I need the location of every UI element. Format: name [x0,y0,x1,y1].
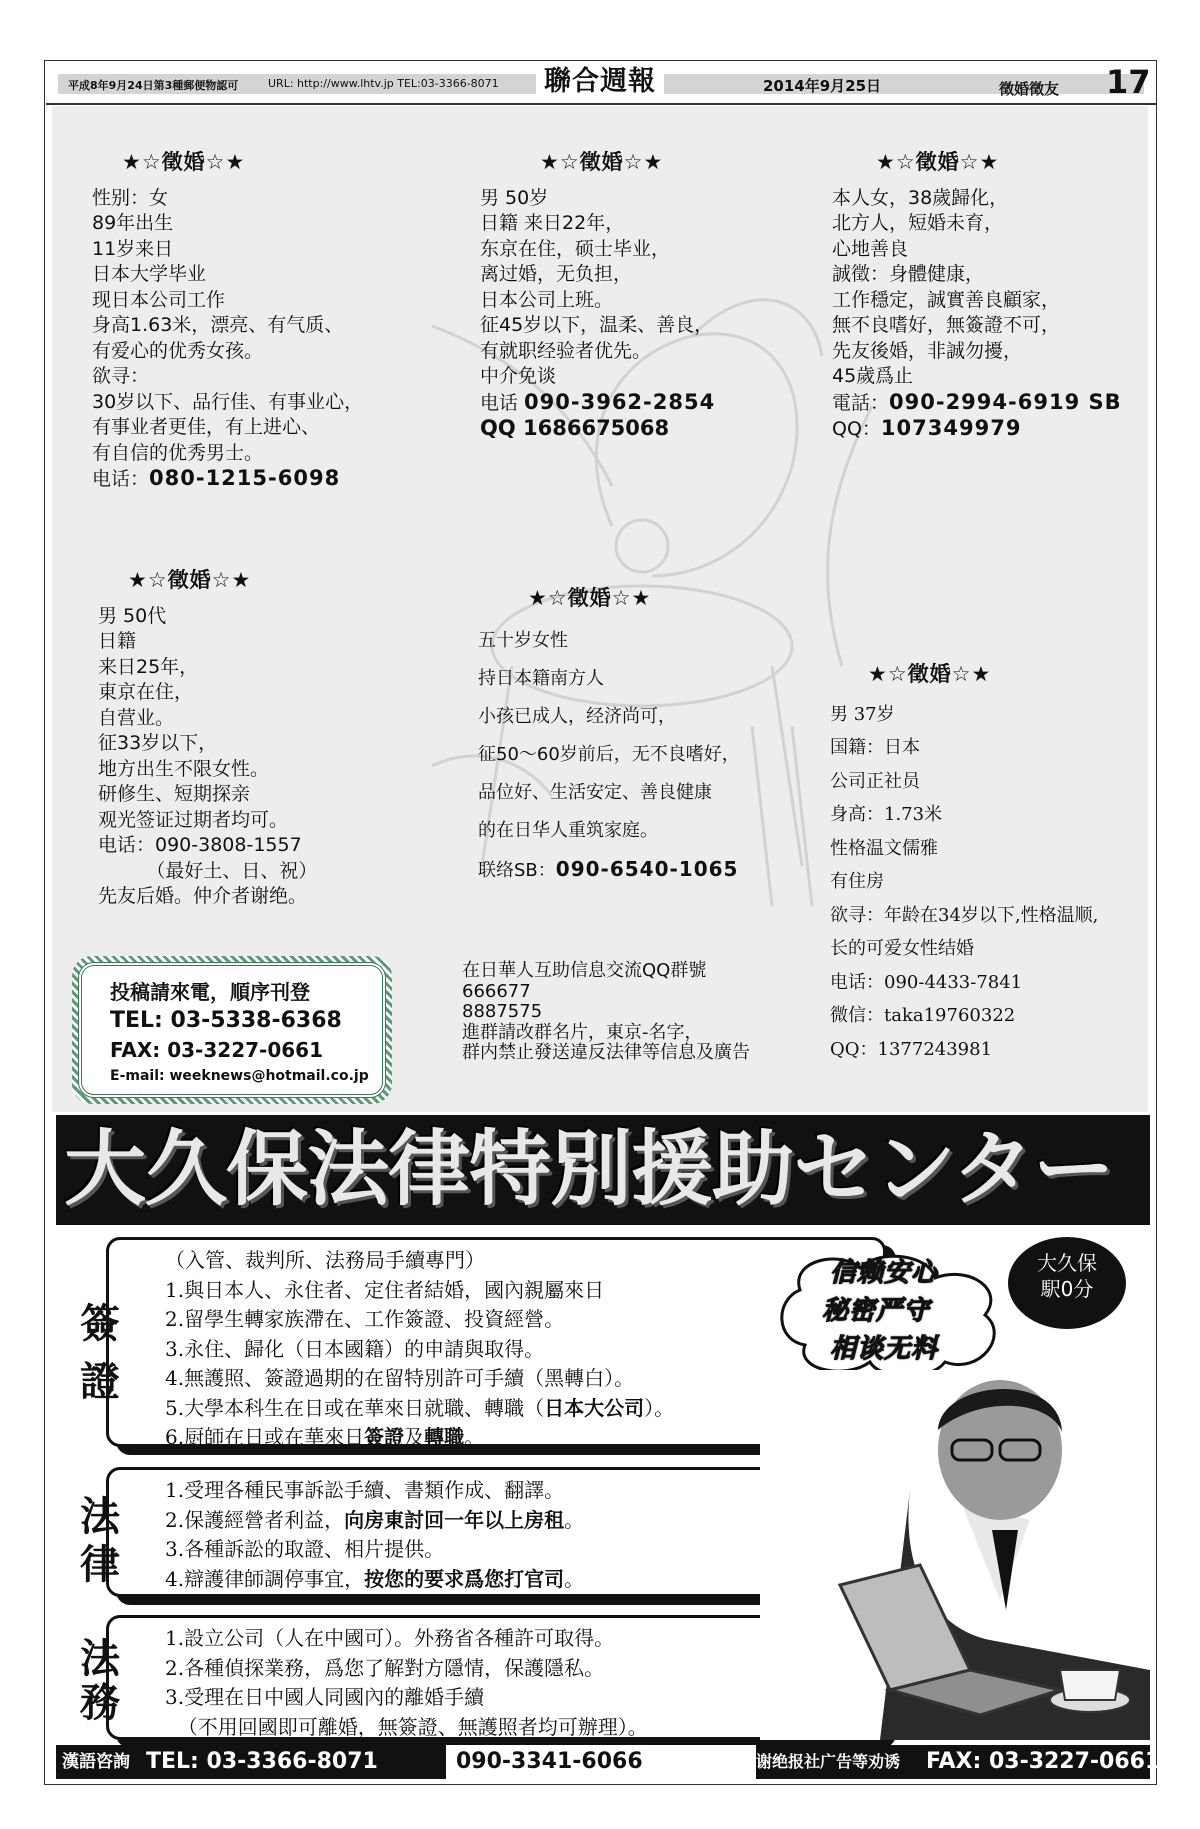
contribute-fax: FAX: 03-3227-0661 [110,1038,323,1062]
ad-line: 国籍：日本 [830,737,920,758]
ad-line: 欲寻：年龄在34岁以下,性格温顺, [830,904,1099,926]
newspaper-title: 聯合週報 [536,66,664,98]
ad-line: 本人女，38歲歸化， [832,186,1009,209]
ad-line: 地方出生不限女性。 [98,757,270,780]
visa-list [165,1246,674,1453]
ad-line: 征50～60岁前后，无不良嗜好， [478,743,740,765]
affairs-list [165,1624,648,1742]
ad-line: 心地善良 [832,237,909,260]
ad-phone: 电话 090-3962-2854 [480,389,716,414]
footer-tel[interactable]: TEL: 03-3366-8071 [146,1749,378,1774]
businessman-laptop-photo [760,1370,1150,1740]
law-item: 4.辯護律師調停事宜，按您的要求爲您打官司。 [165,1566,585,1591]
affairs-label: 法務 [80,1635,120,1726]
ad-phone: 電話：090-2994-6919 SB [832,389,1122,414]
ad-title: ★☆徵婚☆★ [540,150,664,174]
trust-slogan: 相谈无料 [830,1334,939,1364]
affairs-item: 3.受理在日中國人同國內的離婚手續 [165,1685,485,1709]
footer-label: 漢語咨詢 [62,1752,130,1772]
affairs-item: 2.各種偵探業務，爲您了解對方隱情，保護隱私。 [165,1655,605,1680]
ad-line: 公司正社员 [830,770,920,792]
ad-line: 有爱心的优秀女孩。 [92,339,264,362]
ad-line: 小孩已成人，经济尚可， [478,705,676,727]
law-list [165,1476,584,1594]
legal-ad-footer [56,1745,1161,1779]
postal-permit: 平成8年9月24日第3種郵便物認可 [68,79,239,92]
affairs-item: （不用回國即可離婚，無簽證、無護照者均可辦理）。 [165,1714,648,1739]
classifieds-area [52,106,1148,1112]
header-url-tel: URL: http://www.lhtv.jp TEL:03-3366-8071 [268,77,499,90]
trust-slogan: 信赖安心 [830,1258,939,1288]
ad-line: 离过婚，无负担， [480,263,633,285]
ad-line: 45歲爲止 [832,365,914,387]
ad-title: ★☆徵婚☆★ [128,568,252,592]
ad-line: 征33岁以下， [98,732,218,754]
ad-line: 来日25年， [98,655,199,678]
ad-line: 11岁来日 [92,237,174,260]
ad-line: 男 50代 [98,604,167,627]
issue-date: 2014年9月25日 [763,77,882,95]
ad-line: 日籍 来日22年， [480,212,625,234]
ad-title: ★☆徵婚☆★ [528,586,652,610]
ad-line: 有事业者更佳，有上进心、 [92,416,321,438]
ad-phone: 电话：080-1215-6098 [92,466,341,490]
ad-line: 欲寻： [92,365,150,387]
ad-qq: QQ 1686675068 [480,416,670,440]
visa-item: 5.大學本科生在日或在華來日就職、轉職（日本大公司）。 [165,1395,675,1420]
qq-line: 在日華人互助信息交流QQ群號 [462,960,707,981]
footer-mobile[interactable]: 090-3341-6066 [456,1749,643,1774]
ad-line: 现日本公司工作 [92,288,226,311]
visa-item: 3.永住、歸化（日本國籍）的申請與取得。 [165,1336,545,1361]
qq-line: 群内禁止發送違反法律等信息及廣告 [462,1042,750,1063]
marriage-ad [92,150,363,493]
visa-item: （入管、裁判所、法務局手續專門） [165,1248,485,1272]
page-number: 17 [1106,63,1151,101]
ad-line: 30岁以下、品行佳、有事业心， [92,390,364,413]
station-distance: 駅0分 [1040,1277,1094,1301]
ad-line: 五十岁女性 [478,629,568,651]
ad-title: ★☆徵婚☆★ [876,150,1000,174]
ad-line: 日籍 [98,630,137,652]
ad-line: QQ：1377243981 [830,1038,993,1060]
law-item: 1.受理各種民事訴訟手續、書類作成、翻譯。 [165,1478,565,1502]
ad-line: 长的可爱女性结婚 [830,938,974,959]
ad-line: 東京在住， [98,681,194,703]
ad-line: 中介免谈 [480,365,557,387]
footer-fax: FAX: 03-3227-0661 [926,1749,1161,1774]
qq-line: 進群請改群名片，東京-名字， [462,1021,703,1043]
visa-item: 2.留學生轉家族滯在、工作簽證、投資經營。 [165,1307,565,1331]
ad-qq: QQ：107349979 [832,416,1022,440]
qq-group-notice [462,961,750,1064]
ad-line: 先友後婚，非誠勿擾， [832,339,1023,362]
ad-line: 日本公司上班。 [480,288,614,311]
ad-line: 89年出生 [92,212,174,234]
visa-item: 6.厨師在日或在華來日簽證及轉職。 [165,1425,485,1449]
contribute-email[interactable]: E-mail: weeknews@hotmail.co.jp [110,1068,369,1084]
ad-line: 微信：taka19760322 [830,1005,1016,1026]
marriage-ad [832,150,1122,443]
legal-ad-banner [56,1115,1150,1225]
ad-line: 男 37岁 [830,703,895,725]
ad-line: 研修生、短期探亲 [98,783,251,805]
ad-phone: 联络SB：090-6540-1065 [478,856,739,881]
ad-line: 身高1.63米，漂亮、有气质、 [92,314,344,336]
ad-line: 电话：090-4433-7841 [830,971,1023,993]
visa-item: 1.與日本人、永住者、定住者結婚，國內親屬來日 [165,1277,605,1302]
ad-line: 东京在住，硕士毕业， [480,237,671,260]
station-name: 大久保 [1037,1251,1097,1275]
ad-line: 北方人，短婚未育， [832,212,1004,234]
contribute-box [78,962,386,1098]
ad-line: 持日本籍南方人 [478,667,604,689]
law-item: 3.各種訴訟的取證、相片提供。 [165,1537,445,1561]
ad-line: 工作穩定，誠實善良顧家， [832,288,1061,311]
ad-line: 男 50岁 [480,186,549,209]
ad-title: ★☆徵婚☆★ [868,662,992,686]
law-item: 2.保護經營者利益，向房東討回一年以上房租。 [165,1507,585,1532]
ad-line: 征45岁以下，温柔、善良， [480,314,714,336]
visa-item: 4.無護照、簽證過期的在留特別許可手續（黑轉白）。 [165,1366,635,1390]
visa-label: 簽證 [80,1300,120,1405]
affairs-item: 1.設立公司（人在中國可）。外務省各種許可取得。 [165,1626,615,1650]
marriage-ad [830,662,1098,1066]
ad-line: 有住房 [830,871,884,892]
ad-line: 电话：090-3808-1557 [98,834,302,856]
ad-line: 品位好、生活安定、善良健康 [478,781,712,803]
marriage-ad [480,150,715,442]
marriage-ad [478,586,740,890]
ad-title: ★☆徵婚☆★ [122,150,246,174]
ad-line: 身高：1.73米 [830,804,943,825]
marriage-ad [98,568,317,910]
ad-line: 性别：女 [92,186,169,209]
law-label: 法律 [80,1493,120,1588]
ad-line: 有自信的优秀男士。 [92,441,264,464]
ad-line: 誠徵：身體健康， [832,263,985,285]
station-badge-text [1008,1250,1126,1302]
ad-line: 日本大学毕业 [92,263,207,285]
contribute-tel: TEL: 03-5338-6368 [110,1008,342,1033]
ad-line: （最好土、日、祝） [98,859,318,882]
ad-line: 自营业。 [98,706,175,729]
contribute-title: 投稿請來電，順序刊登 [110,980,310,1004]
ad-line: 先友后婚。仲介者谢绝。 [98,885,308,907]
legal-ad-title: 大久保法律特別援助センター [64,1122,1114,1217]
qq-line: 8887575 [462,1001,543,1022]
ad-line: 有就职经验者优先。 [480,339,652,362]
ad-line: 性格温文儒雅 [830,837,938,859]
footer-notice: 谢绝报社广告等劝诱 [756,1752,901,1771]
ad-line: 的在日华人重筑家庭。 [478,819,658,841]
section-name: 徵婚徵友 [999,80,1060,98]
qq-line: 666677 [462,980,531,1002]
trust-slogan: 秘密严守 [822,1296,931,1326]
ad-line: 观光签证过期者均可。 [98,808,289,831]
ad-line: 無不良嗜好，無簽證不可， [832,314,1061,336]
